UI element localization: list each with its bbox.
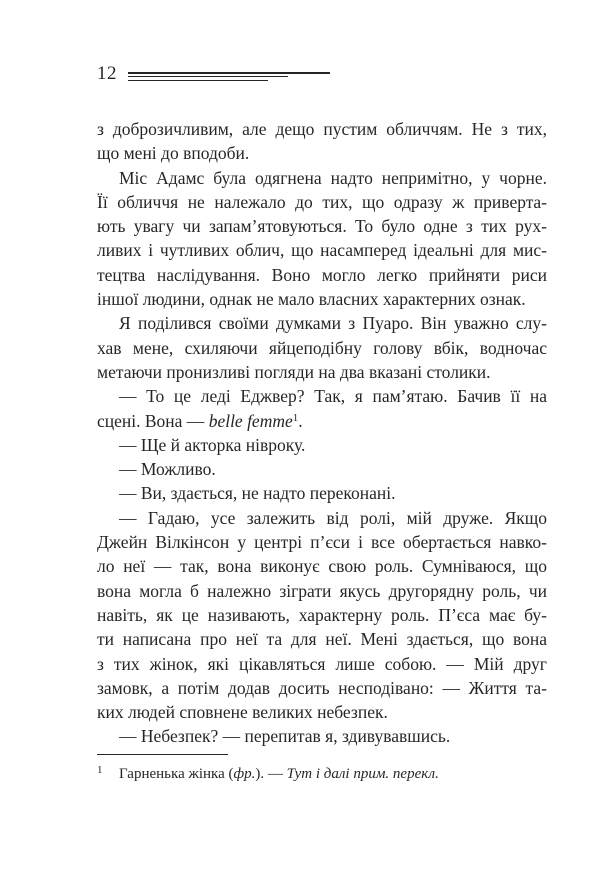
text-line: ти написана про неї та для неї. Мені здається, що вона xyxy=(97,629,547,650)
footnote: 1 Гарненька жінка (фр.). — Тут і далі прим. перекл. xyxy=(97,764,439,782)
text-line: метаючи пронизливі погляди на два вказані столики. xyxy=(97,361,491,382)
text-line: ливих і чутливих облич, що насамперед ідеальні для мис- xyxy=(97,240,547,261)
text-line: — Ще й акторка нівроку. xyxy=(119,434,306,455)
text-line: Міс Адамс була одягнена надто непримітно, у чорне. xyxy=(119,167,547,188)
text-line: з тих жінок, які цікавляться лише собою. — Мій друг xyxy=(97,653,547,674)
text-line: — Гадаю, усе залежить від ролі, мій друже. Якщо xyxy=(119,507,547,528)
text-line: з доброзичливим, але дещо пустим обличчям. Не з тих, xyxy=(97,119,547,139)
text-line: Я поділився своїми думками з Пуаро. Він уважно слу- xyxy=(119,313,547,334)
body-text xyxy=(97,117,547,749)
footnote-italic: Тут і далі прим. перекл. xyxy=(286,766,439,782)
text-line: — Можливо. xyxy=(119,459,216,480)
footnote-italic: фр. xyxy=(233,766,256,782)
text-line: що мені до вподоби. xyxy=(97,143,250,164)
text-line: хав мене, схиляючи яйцеподібну голову вбік, водночас xyxy=(97,337,547,358)
italic-phrase: belle femme xyxy=(208,410,293,431)
text-line: замовк, а потім додав досить несподівано: — Життя та- xyxy=(97,677,547,698)
footnote-reference: 1 xyxy=(292,411,299,424)
text-line: вона могла б належно зіграти якусь другорядну роль, чи xyxy=(97,580,547,601)
header-rule-middle xyxy=(128,76,288,77)
text-line: — Небезпек? — перепитав я, здивувавшись. xyxy=(119,726,451,747)
header-rule-top xyxy=(128,72,330,74)
text-line: — Ви, здається, не надто переконані. xyxy=(119,483,396,504)
text-line: ло неї — так, вона виконує свою роль. Сумніваюся, що xyxy=(97,556,547,577)
text-line: ють увагу чи запам’ятовуються. То було одне з тих рух- xyxy=(97,216,547,237)
footnote-text: ). — xyxy=(255,766,287,782)
text-line: тецтва наслідування. Воно могло легко прийняти риси xyxy=(97,264,547,285)
footnote-text: Гарненька жінка ( xyxy=(119,766,234,782)
text-line xyxy=(97,409,547,433)
page-number: 12 xyxy=(97,63,117,84)
text-fragment: . xyxy=(298,410,303,431)
text-line: Її обличчя не належало до тих, що одразу ж привертa- xyxy=(97,191,547,212)
text-line: іншої людини, однак не мало власних характерних ознак. xyxy=(97,289,526,310)
text-fragment: сцені. Вона — xyxy=(97,410,205,431)
text-line: ких людей сповнене великих небезпек. xyxy=(97,702,388,723)
text-line: — То це леді Еджвер? Так, я пам’ятаю. Бачив її на xyxy=(119,386,547,407)
header-rule-bottom xyxy=(128,80,268,81)
footnote-divider xyxy=(97,754,228,755)
text-line: Джейн Вілкінсон у центрі п’єси і все обертається навко- xyxy=(97,532,547,553)
text-line: навіть, як це називають, характерну роль. П’єса має бу- xyxy=(97,604,547,625)
